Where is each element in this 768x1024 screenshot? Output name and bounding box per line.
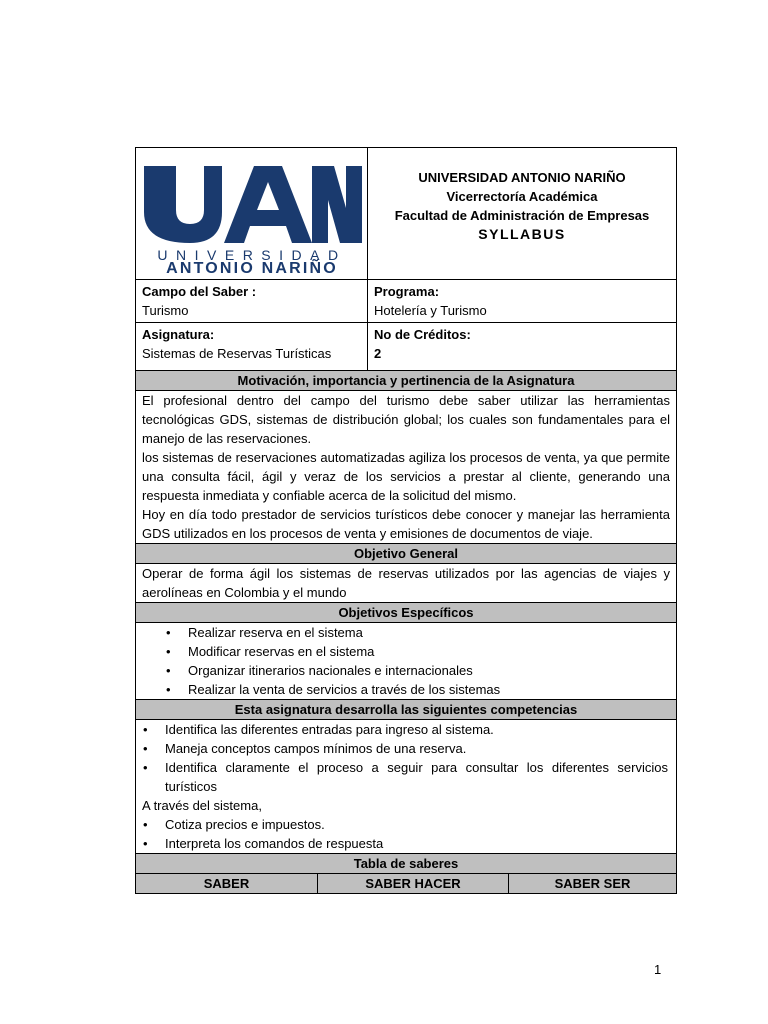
logo-letter-u — [144, 166, 222, 243]
doc-type: SYLLABUS — [478, 226, 566, 242]
logo-letter-a — [224, 166, 312, 243]
objetivo-general-text: Operar de forma ágil los sistemas de reservas utilizados por las agencias de viajes y aerolíneas en Colombia y el mundo — [136, 564, 677, 603]
competencias-list-b — [136, 815, 676, 853]
motivacion-body — [136, 391, 677, 544]
saber-ser-header: SABER SER — [509, 874, 677, 894]
campo-value: Turismo — [142, 303, 189, 318]
university-name: UNIVERSIDAD ANTONIO NARIÑO — [418, 170, 626, 185]
list-item: • Modificar reservas en el sistema — [136, 642, 676, 661]
competencias-middle: A través del sistema, — [142, 798, 262, 813]
competencias-list-a — [136, 720, 676, 796]
programa-label: Programa: — [374, 284, 440, 299]
title-cell — [368, 148, 677, 280]
creditos-label: No de Créditos: — [374, 327, 471, 342]
page-number: 1 — [654, 962, 662, 977]
list-item: • Interpreta los comandos de respuesta — [136, 834, 676, 853]
list-item: • Identifica las diferentes entradas para ingreso al sistema. — [136, 720, 676, 739]
campo-cell — [136, 280, 368, 323]
objetivos-especificos-heading: Objetivos Específicos — [136, 603, 677, 623]
faculty-name: Facultad de Administración de Empresas — [394, 208, 650, 223]
asignatura-label: Asignatura: — [142, 327, 215, 342]
list-item: • Realizar la venta de servicios a través de los sistemas — [136, 680, 676, 699]
campo-label: Campo del Saber : — [142, 284, 257, 299]
motivacion-p1: El profesional dentro del campo del turismo debe saber utilizar las herramientas tecnológicas GDS, sistemas de distribución global; los cuales son fundamentales para el manejo de las reservaciones. — [142, 393, 670, 446]
motivacion-heading: Motivación, importancia y pertinencia de la Asignatura — [136, 371, 677, 391]
competencias-heading: Esta asignatura desarrolla las siguientes competencias — [136, 700, 677, 720]
syllabus-sheet — [135, 147, 676, 894]
logo-letter-n — [312, 166, 362, 243]
logo-line1: UNIVERSIDAD — [157, 247, 347, 263]
creditos-cell — [368, 323, 677, 371]
tabla-saberes-heading: Tabla de saberes — [136, 854, 677, 874]
logo-cell — [136, 148, 368, 280]
list-item: • Identifica claramente el proceso a seguir para consultar los diferentes servicios turísticos — [136, 758, 676, 796]
asignatura-cell — [136, 323, 368, 371]
motivacion-p2: los sistemas de reservaciones automatizadas agiliza los procesos de venta, ya que permite una consulta fácil, ágil y veraz de los servicios a prestar al cliente, generando una respuesta inmediata y confiable acerca de la solicitud del mismo. — [142, 450, 670, 503]
list-item: • Cotiza precios e impuestos. — [136, 815, 676, 834]
tabla-saberes-columns — [135, 873, 677, 894]
asignatura-value: Sistemas de Reservas Turísticas — [142, 346, 332, 361]
programa-cell — [368, 280, 677, 323]
programa-value: Hotelería y Turismo — [374, 303, 487, 318]
logo-line2: ANTONIO NARIÑO — [166, 260, 338, 274]
motivacion-p3: Hoy en día todo prestador de servicios turísticos debe conocer y manejar las herramienta GDS utilizados en los procesos de venta y emisiones de documentos de viaje. — [142, 507, 670, 541]
list-item: • Realizar reserva en el sistema — [136, 623, 676, 642]
saber-hacer-header: SABER HACER — [318, 874, 509, 894]
vice-rectory: Vicerrectoría Académica — [446, 189, 598, 204]
syllabus-header-table — [135, 147, 677, 874]
objetivos-especificos-list — [136, 623, 676, 699]
list-item: • Organizar itinerarios nacionales e internacionales — [136, 661, 676, 680]
objetivo-general-heading: Objetivo General — [136, 544, 677, 564]
list-item: • Maneja conceptos campos mínimos de una reserva. — [136, 739, 676, 758]
uan-logo — [136, 148, 367, 274]
competencias-list-cell — [136, 720, 677, 854]
saber-header: SABER — [136, 874, 318, 894]
objetivos-especificos-list-cell — [136, 623, 677, 700]
creditos-value: 2 — [374, 346, 382, 361]
